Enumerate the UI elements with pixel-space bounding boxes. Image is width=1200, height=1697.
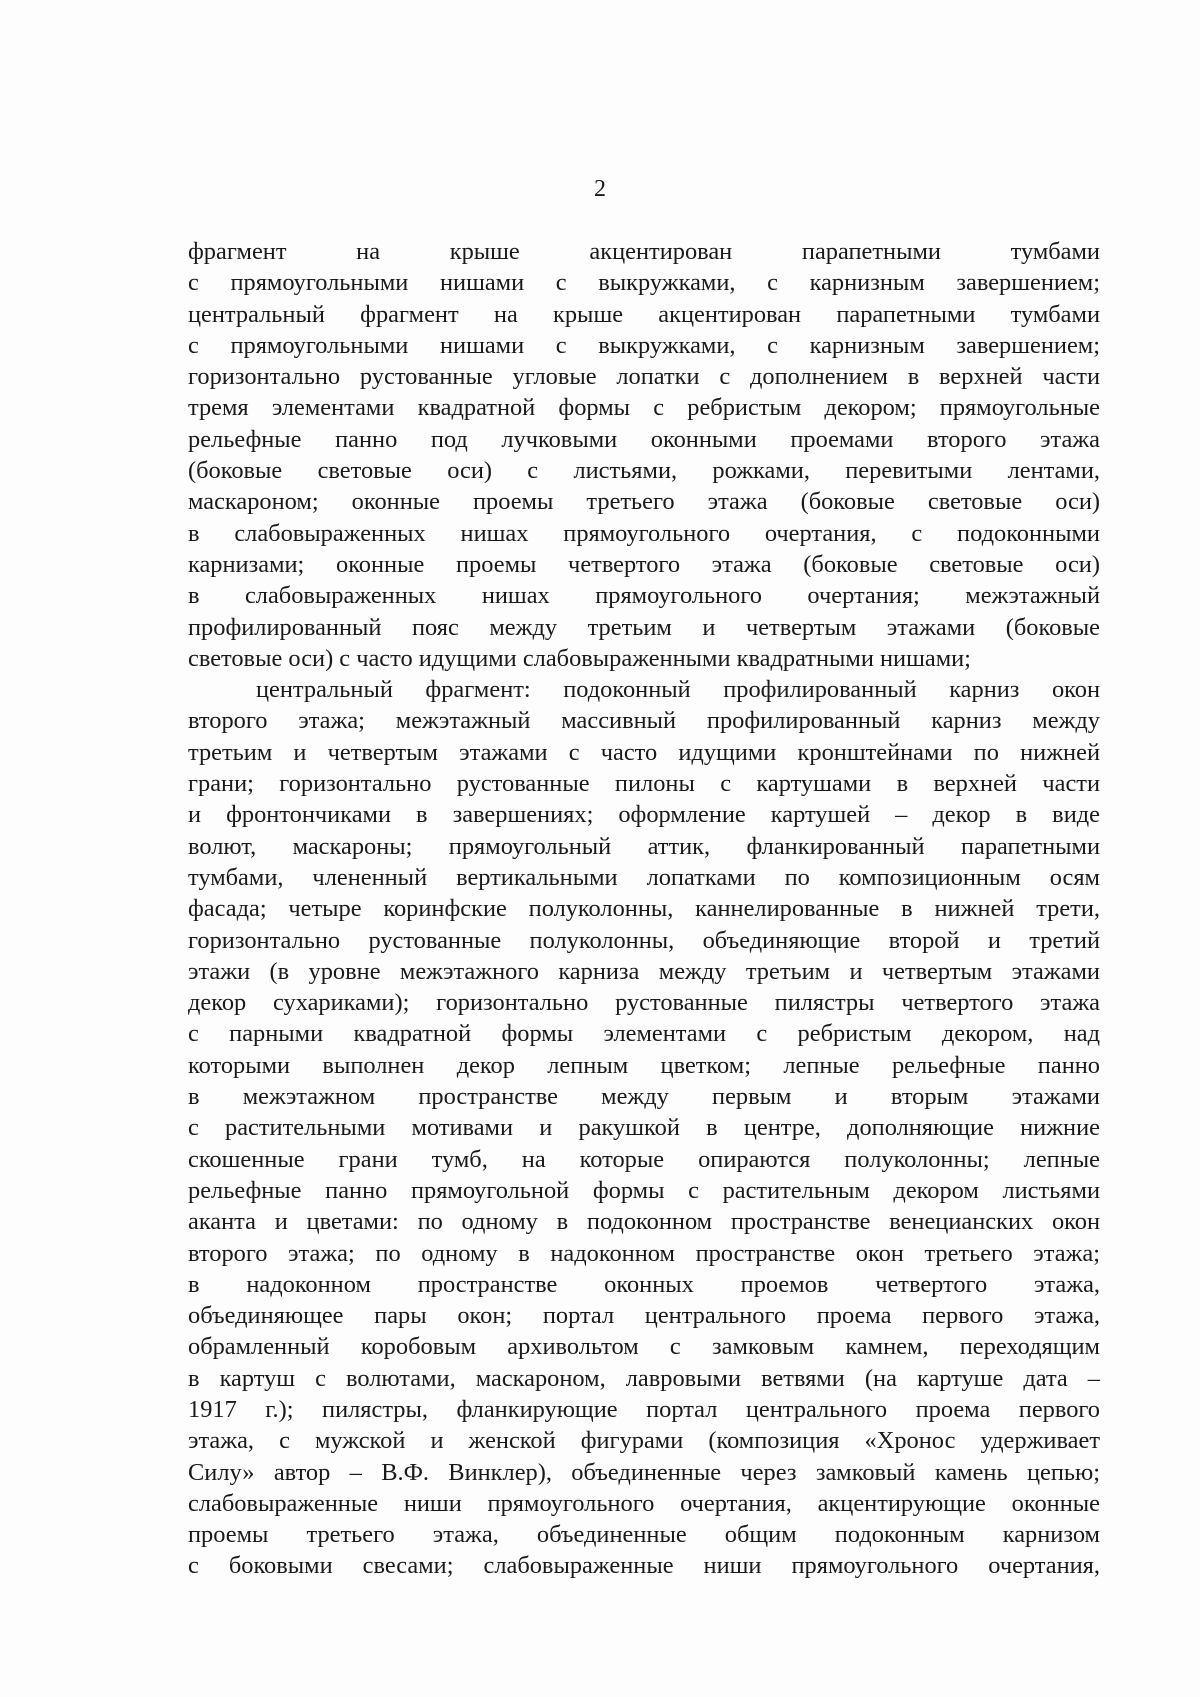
text-line: этажи (в уровне межэтажного карниза между третьим и четвертым этажами	[188, 957, 1100, 985]
text-line: слабовыраженные ниши прямоугольного очертания, акцентирующие оконные	[188, 1489, 1100, 1517]
text-line: с прямоугольными нишами с выкружками, с карнизным завершением;	[188, 331, 1100, 359]
text-line: грани; горизонтально рустованные пилоны с картушами в верхней части	[188, 770, 1100, 798]
text-line: с растительными мотивами и ракушкой в центре, дополняющие нижние	[188, 1114, 1100, 1142]
text-line: и фронтончиками в завершениях; оформление картушей – декор в виде	[188, 801, 1100, 829]
text-line: второго этажа; межэтажный массивный профилированный карниз между	[188, 707, 1100, 735]
text-line: с прямоугольными нишами с выкружками, с карнизным завершением;	[188, 269, 1100, 297]
text-line: второго этажа; по одному в надоконном пространстве окон третьего этажа;	[188, 1239, 1100, 1267]
text-line: которыми выполнен декор лепным цветком; лепные рельефные панно	[188, 1051, 1100, 1079]
text-line: обрамленный коробовым архивольтом с замковым камнем, переходящим	[188, 1333, 1100, 1361]
text-line: профилированный пояс между третьим и четвертым этажами (боковые	[188, 613, 1100, 641]
paragraph	[188, 236, 1100, 674]
text-line: маскароном; оконные проемы третьего этажа (боковые световые оси)	[188, 488, 1100, 516]
text-line: световые оси) с часто идущими слабовыраженными квадратными нишами;	[188, 644, 971, 672]
text-line: волют, маскароны; прямоугольный аттик, фланкированный парапетными	[188, 832, 1100, 860]
text-line: в межэтажном пространстве между первым и вторым этажами	[188, 1083, 1100, 1111]
text-line: фасада; четыре коринфские полуколонны, каннелированные в нижней трети,	[188, 895, 1100, 923]
text-line: этажа, с мужской и женской фигурами (композиция «Хронос удерживает	[188, 1427, 1100, 1455]
text-line: объединяющее пары окон; портал центрального проема первого этажа,	[188, 1302, 1100, 1330]
text-line: центральный фрагмент: подоконный профилированный карниз окон	[256, 676, 1100, 704]
text-line: Силу» автор – В.Ф. Винклер), объединенные через замковый камень цепью;	[188, 1458, 1100, 1486]
text-line: проемы третьего этажа, объединенные общим подоконным карнизом	[188, 1521, 1100, 1549]
text-line: рельефные панно прямоугольной формы с растительным декором листьями	[188, 1176, 1100, 1204]
text-line: тумбами, члененный вертикальными лопатками по композиционным осям	[188, 863, 1100, 891]
text-line: декор сухариками); горизонтально рустованные пилястры четвертого этажа	[188, 989, 1100, 1017]
text-line: тремя элементами квадратной формы с ребристым декором; прямоугольные	[188, 394, 1100, 422]
text-line: в картуш с волютами, маскароном, лавровыми ветвями (на картуше дата –	[188, 1364, 1100, 1392]
text-line: в надоконном пространстве оконных проемов четвертого этажа,	[188, 1270, 1100, 1298]
text-line: в слабовыраженных нишах прямоугольного очертания; межэтажный	[188, 582, 1100, 610]
text-line: горизонтально рустованные полуколонны, объединяющие второй и третий	[188, 926, 1100, 954]
text-line: с боковыми свесами; слабовыраженные ниши прямоугольного очертания,	[188, 1552, 1100, 1580]
text-line: скошенные грани тумб, на которые опираются полуколонны; лепные	[188, 1145, 1100, 1173]
document-body	[188, 236, 1100, 1582]
text-line: центральный фрагмент на крыше акцентирован парапетными тумбами	[188, 300, 1100, 328]
text-line: фрагмент на крыше акцентирован парапетными тумбами	[188, 238, 1100, 265]
text-line: третьим и четвертым этажами с часто идущими кронштейнами по нижней	[188, 738, 1100, 766]
text-line: карнизами; оконные проемы четвертого этажа (боковые световые оси)	[188, 550, 1100, 578]
text-line: с парными квадратной формы элементами с ребристым декором, над	[188, 1020, 1100, 1048]
text-line: в слабовыраженных нишах прямоугольного очертания, с подоконными	[188, 519, 1100, 547]
text-line: 1917 г.); пилястры, фланкирующие портал центрального проема первого	[188, 1395, 1100, 1423]
text-line: рельефные панно под лучковыми оконными проемами второго этажа	[188, 425, 1100, 453]
text-line: горизонтально рустованные угловые лопатки с дополнением в верхней части	[188, 363, 1100, 391]
page-number: 2	[594, 176, 606, 202]
text-line: (боковые световые оси) с листьями, рожками, перевитыми лентами,	[188, 457, 1100, 485]
text-line: аканта и цветами: по одному в подоконном пространстве венецианских окон	[188, 1208, 1100, 1236]
paragraph	[188, 674, 1100, 1582]
